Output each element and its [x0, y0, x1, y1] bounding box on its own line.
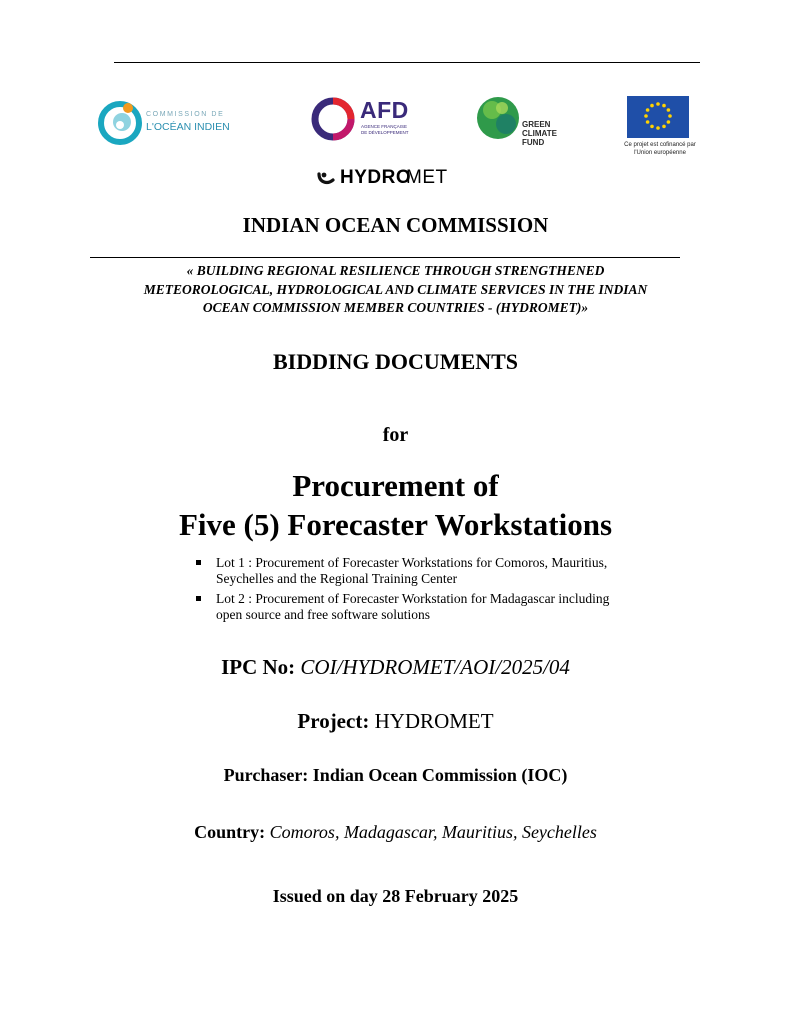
coi-logo — [98, 98, 238, 146]
coi-text-line2: L'OCÉAN INDIEN — [146, 121, 230, 133]
afd-ring-icon — [310, 96, 356, 142]
gcf-text-line3: FUND — [522, 138, 545, 147]
ipc-value: COI/HYDROMET/AOI/2025/04 — [300, 655, 570, 679]
country-line — [0, 822, 791, 843]
lot-2-item — [196, 591, 696, 625]
project-value: HYDROMET — [374, 709, 494, 733]
afd-text-line2: DE DÉVELOPPEMENT — [361, 130, 409, 135]
lot-1-item — [196, 555, 696, 589]
bullet-icon — [196, 596, 201, 601]
project-quote-line2: METEOROLOGICAL, HYDROLOGICAL AND CLIMATE SERVICES IN THE INDIAN — [143, 282, 648, 297]
eu-flag-icon — [627, 96, 689, 138]
gcf-globe-icon — [476, 96, 520, 140]
hydromet-swirl-icon — [316, 168, 338, 188]
title-line1: Procurement of — [292, 468, 499, 503]
top-rule — [114, 62, 700, 63]
project-quote-line3: OCEAN COMMISSION MEMBER COUNTRIES - (HYDROMET)» — [202, 300, 589, 315]
coi-emblem-icon — [98, 98, 142, 146]
issued-line: Issued on day 28 February 2025 — [272, 886, 519, 906]
doc-type-heading: BIDDING DOCUMENTS — [272, 349, 519, 374]
eu-logo — [612, 96, 708, 162]
afd-logo — [310, 96, 420, 142]
afd-text-line1: AGENCE FRANÇAISE — [361, 124, 408, 129]
eu-text-line1: Ce projet est cofinancé par — [624, 142, 696, 148]
project-line — [0, 709, 791, 734]
hydromet-logo — [316, 167, 476, 189]
country-label: Country: — [194, 822, 266, 842]
lot-1-line1: Lot 1 : Procurement of Forecaster Workstations for Comoros, Mauritius, — [216, 555, 608, 570]
hydromet-bold-text: HYDRO — [340, 167, 412, 188]
project-quote-line1: « BUILDING REGIONAL RESILIENCE THROUGH STRENGTHENED — [186, 263, 605, 278]
ipc-line — [0, 655, 791, 680]
lot-1-line2: Seychelles and the Regional Training Center — [216, 571, 458, 586]
country-value: Comoros, Madagascar, Mauritius, Seychelles — [269, 822, 597, 842]
for-label: for — [382, 424, 409, 446]
lot-2-line1: Lot 2 : Procurement of Forecaster Workstation for Madagascar including — [216, 591, 610, 606]
gcf-logo — [476, 96, 576, 154]
title-line2: Five (5) Forecaster Workstations — [178, 507, 613, 542]
coi-text-line1: COMMISSION DE — [146, 111, 225, 118]
organization-heading: INDIAN OCEAN COMMISSION — [242, 213, 549, 237]
lot-2-line2: open source and free software solutions — [216, 607, 431, 622]
hydromet-light-text: MET — [406, 167, 448, 188]
bullet-icon — [196, 560, 201, 565]
eu-text-line2: l'Union européenne — [634, 150, 686, 156]
project-label: Project: — [297, 709, 370, 733]
purchaser-line: Purchaser: Indian Ocean Commission (IOC) — [223, 765, 568, 785]
gcf-text-line1: GREEN — [522, 120, 551, 129]
afd-name: AFD — [360, 97, 409, 123]
gcf-text-line2: CLIMATE — [522, 129, 557, 138]
heading-rule — [90, 257, 680, 258]
ipc-label: IPC No: — [221, 655, 296, 679]
